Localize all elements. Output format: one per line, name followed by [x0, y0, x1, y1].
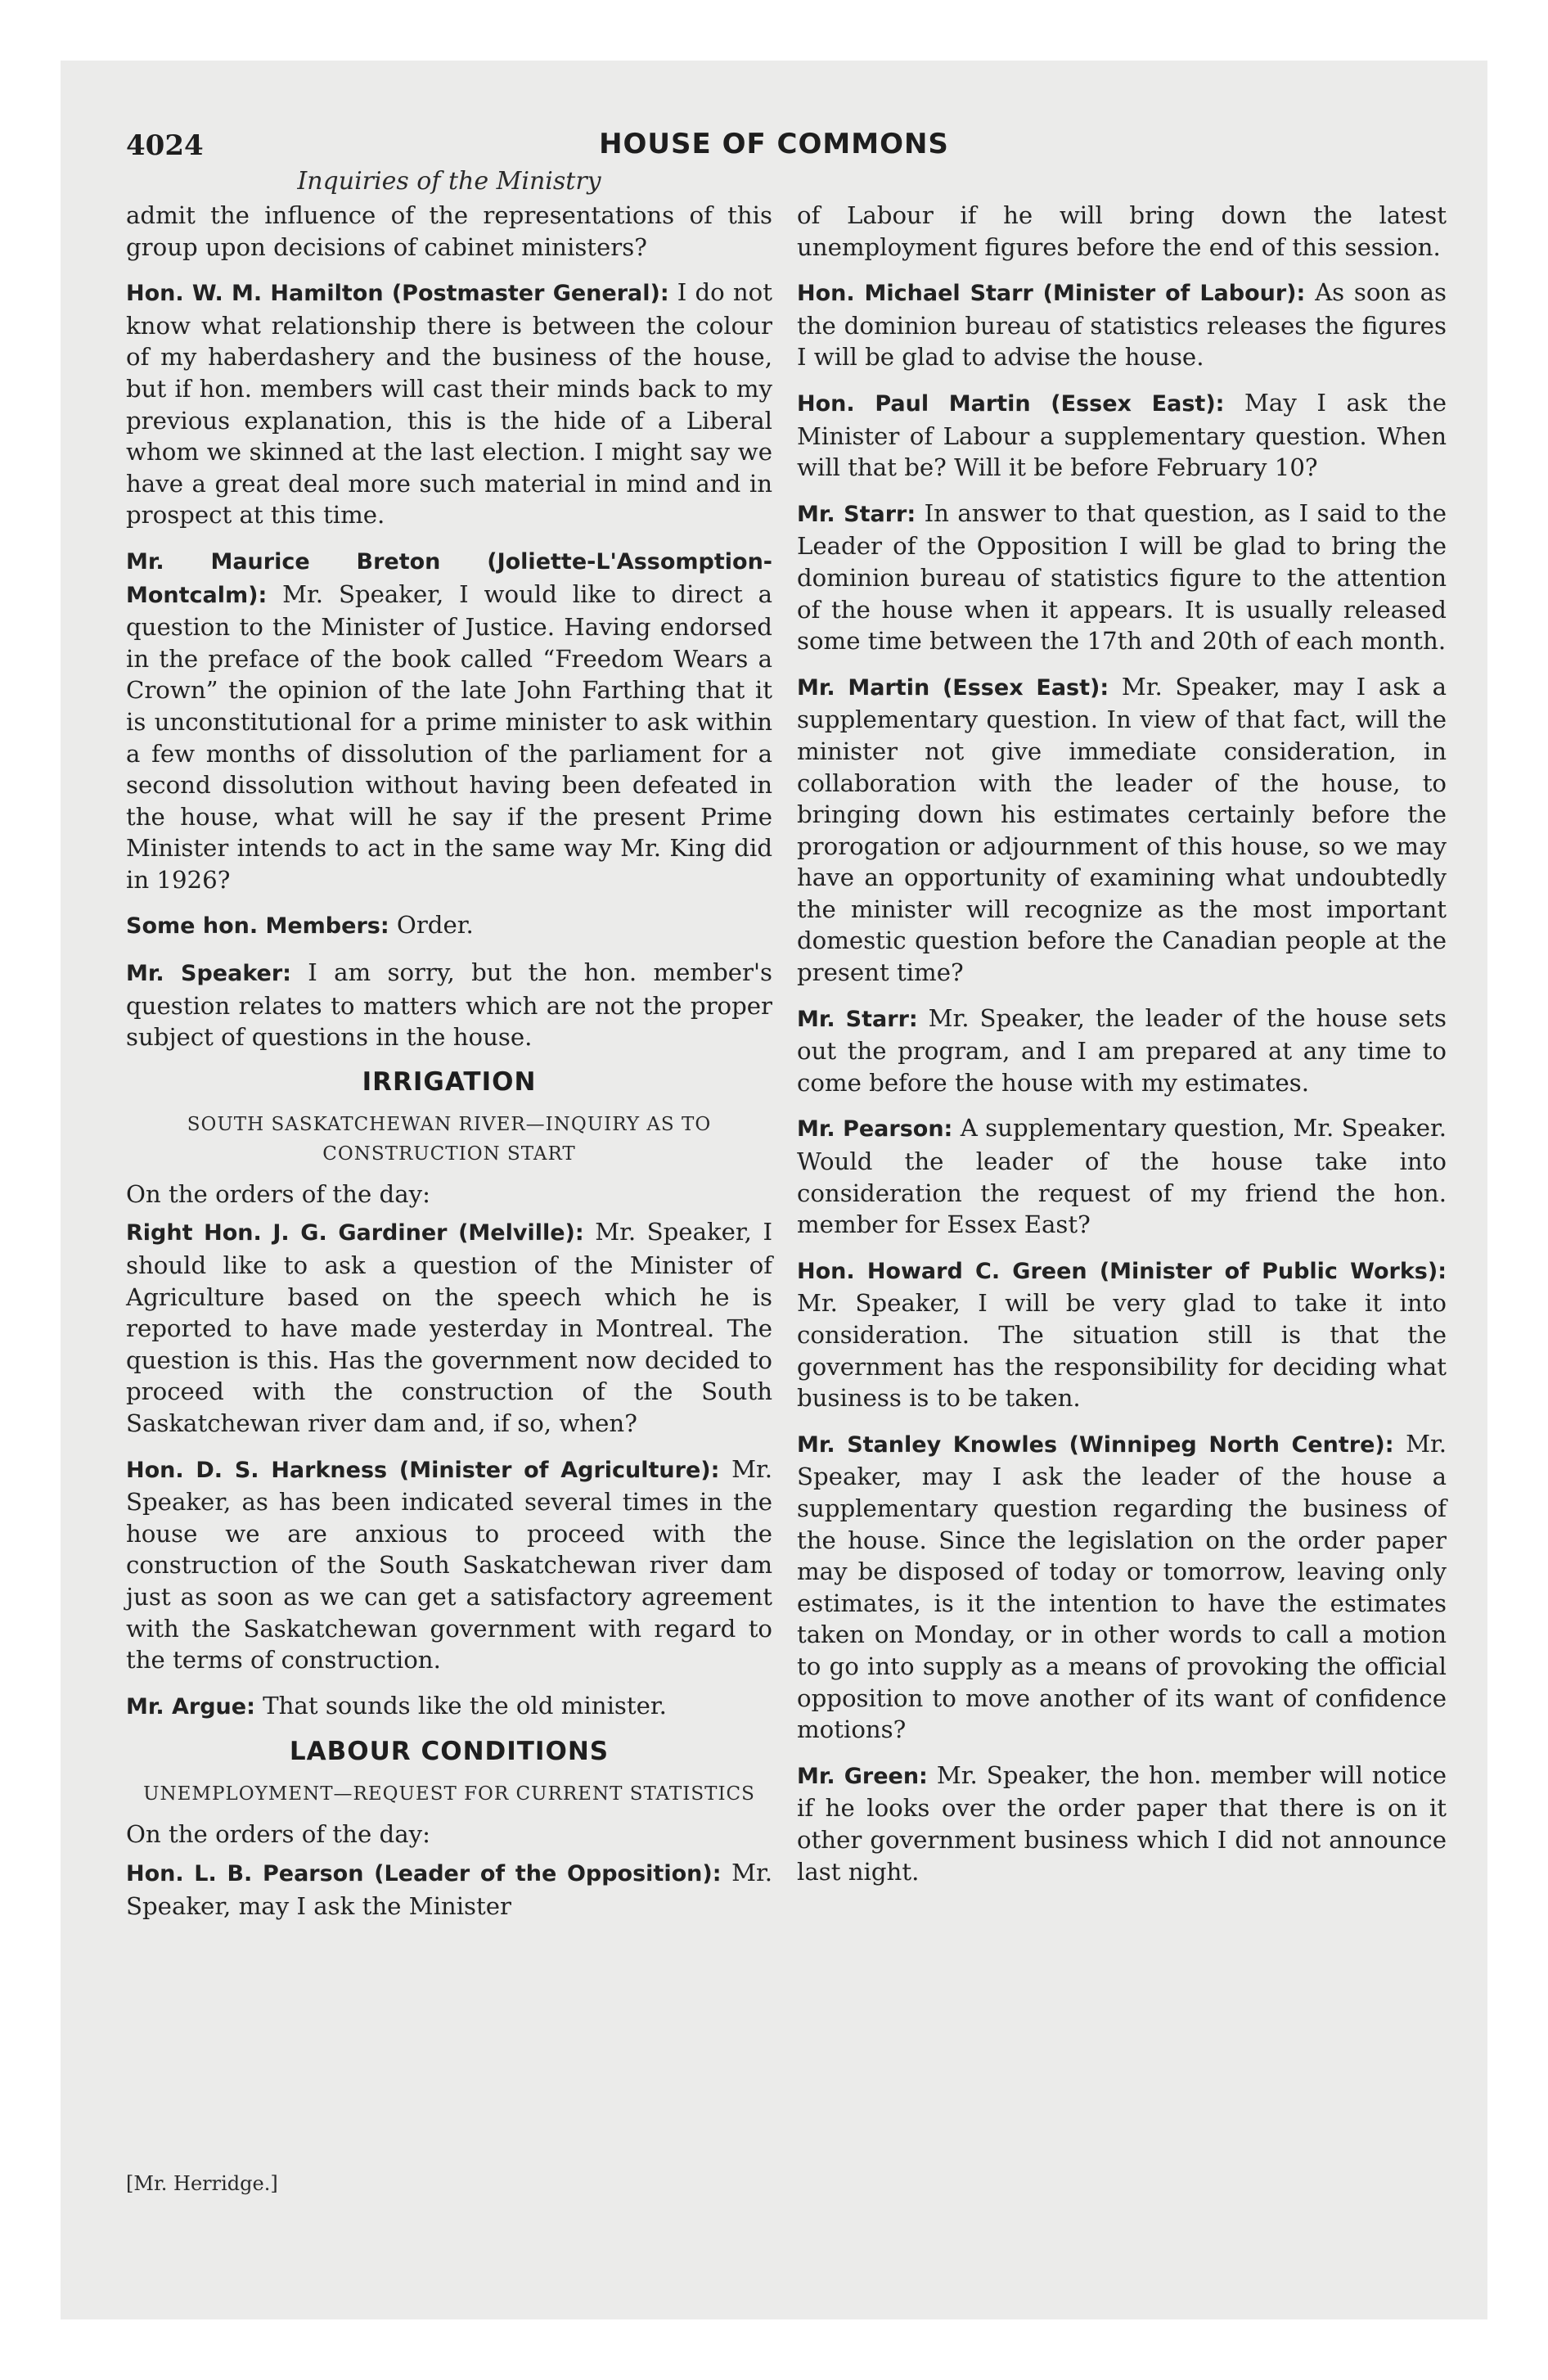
paragraph — [797, 387, 1447, 484]
speaker-name: Mr. Martin (Essex East): — [797, 674, 1109, 701]
paragraph — [126, 1454, 772, 1676]
right-column — [797, 200, 1447, 1901]
speech-text: In answer to that question, as I said to the Leader of the Opposition I will be glad to bring the dominion bureau of statistics figure to the attention of the house when it appears. It is usually released some time between the 17th and 20th of each month. — [797, 498, 1447, 656]
speaker-name: Mr. Speaker: — [126, 961, 291, 987]
section-heading: IRRIGATION — [362, 1066, 537, 1097]
speech-text: Mr. Speaker, may I ask the Minister — [126, 1858, 772, 1920]
paragraph: admit the influence of the representations of this group upon decisions of cabinet ministers? — [126, 201, 772, 261]
paragraph — [126, 545, 772, 896]
speaker-name: Mr. Maurice Breton (Joliette-L'Assomption-Montcalm): — [126, 548, 772, 608]
paragraph — [797, 1255, 1447, 1414]
speech-text: Mr. Speaker, I will be very glad to take it into consideration. The situation still is that the government has the responsibility for deciding what business is to be taken. — [797, 1289, 1447, 1413]
speech-text: Mr. Speaker, the hon. member will notice if he looks over the order paper that there is on it other government business which I did not announce last night. — [797, 1760, 1447, 1886]
section-subheading: SOUTH SASKATCHEWAN RIVER—INQUIRY AS TO CONSTRUCTION START — [187, 1113, 712, 1165]
speech-text: A supplementary question, Mr. Speaker. Would the leader of the house take into consideration the request of my friend the hon. member for Essex East? — [797, 1114, 1447, 1239]
speech-text: I am sorry, but the hon. member's question relates to matters which are not the proper subject of questions in the house. — [126, 958, 772, 1052]
speech-text: As soon as the dominion bureau of statistics releases the figures I will be glad to advise the house. — [797, 278, 1447, 372]
paragraph — [126, 957, 772, 1053]
speaker-name: Mr. Pearson: — [797, 1116, 953, 1143]
speech-text: Mr. Speaker, I would like to direct a question to the Minister of Justice. Having endorsed in the preface of the book called “Freedom Wears a Crown” the opinion of the late John Farthing that it is unconstitutional for a prime minister to ask within a few months of dissolution of the parliament for a second dissolution without having been defeated in the house, what will he say if the present Prime Minister intends to act in the same way Mr. King did in 1926? — [126, 579, 773, 894]
speaker-name: Hon. Howard C. Green (Minister of Public Works): — [797, 1258, 1447, 1284]
section-subheading: UNEMPLOYMENT—REQUEST FOR CURRENT STATISTICS — [143, 1783, 755, 1805]
speech-text: Order. — [396, 911, 474, 940]
speech-text: Mr. Speaker, as has been indicated several times in the house we are anxious to proceed with the construction of the South Saskatchewan river dam just as soon as we can get a satisfactory agreement with the Saskatchewan government with regard to the terms of construction. — [126, 1454, 772, 1675]
paragraph — [797, 1760, 1447, 1887]
paragraph — [797, 277, 1447, 373]
speech-text: Mr. Speaker, may I ask the leader of the house a supplementary question regarding the business of the house. Since the legislation on the order paper may be disposed of today or tomorrow, leaving only estimates, is it the intention to have the estimates taken on Monday, or in other words to call a motion to go into supply as a means of provoking the official opposition to move another of its want of confidence motions? — [797, 1429, 1447, 1744]
speaker-name: Some hon. Members: — [126, 913, 389, 940]
speaker-name: Mr. Argue: — [126, 1693, 255, 1720]
paragraph — [126, 1216, 772, 1439]
orders-of-the-day: On the orders of the day: — [126, 1179, 430, 1208]
running-head: HOUSE OF COMMONS — [599, 128, 949, 160]
paragraph — [797, 1003, 1447, 1099]
footer-note: [Mr. Herridge.] — [126, 2172, 278, 2195]
speech-text: That sounds like the old minister. — [263, 1691, 667, 1720]
paragraph — [797, 1428, 1447, 1746]
speech-text: Mr. Speaker, the leader of the house sets out the program, and I am prepared at any time to come before the house with my estimates. — [797, 1003, 1447, 1097]
speaker-name: Mr. Starr: — [797, 501, 916, 527]
paragraph — [126, 1857, 772, 1922]
paragraph — [797, 1112, 1447, 1240]
left-column — [126, 200, 772, 1936]
speaker-name: Hon. Michael Starr (Minister of Labour): — [797, 281, 1306, 307]
paragraph — [797, 498, 1447, 657]
speaker-name: Mr. Stanley Knowles (Winnipeg North Centre): — [797, 1431, 1394, 1458]
speaker-name: Hon. D. S. Harkness (Minister of Agriculture): — [126, 1457, 720, 1483]
section-title: Inquiries of the Ministry — [297, 167, 601, 196]
orders-of-the-day: On the orders of the day: — [126, 1820, 430, 1849]
speaker-name: Hon. L. B. Pearson (Leader of the Opposition): — [126, 1860, 722, 1886]
page-number: 4024 — [126, 129, 204, 162]
document-page — [61, 61, 1487, 2319]
paragraph — [126, 277, 772, 531]
speaker-name: Hon. Paul Martin (Essex East): — [797, 390, 1225, 417]
speech-text: I do not know what relationship there is between the colour of my haberdashery and the business of the house, but if hon. members will cast their minds back to my previous explanation, this is the hide of a Liberal whom we skinned at the last election. I might say we have a great deal more such material in mind and in prospect at this time. — [126, 278, 772, 530]
paragraph — [126, 909, 772, 943]
speech-text: May I ask the Minister of Labour a supplementary question. When will that be? Will it be before February 10? — [797, 388, 1447, 482]
speaker-name: Mr. Green: — [797, 1763, 928, 1789]
speaker-name: Right Hon. J. G. Gardiner (Melville): — [126, 1220, 584, 1246]
speaker-name: Mr. Starr: — [797, 1006, 918, 1032]
speaker-name: Hon. W. M. Hamilton (Postmaster General): — [126, 281, 669, 307]
paragraph — [797, 671, 1447, 989]
speech-text: Mr. Speaker, I should like to ask a question of the Minister of Agriculture based on the speech which he is reported to have made yesterday in Montreal. The question is this. Has the government now decided to proceed with the construction of the South Saskatchewan river dam and, if so, when? — [126, 1218, 772, 1437]
paragraph: of Labour if he will bring down the latest unemployment figures before the end of this session. — [797, 201, 1447, 261]
paragraph — [126, 1690, 772, 1724]
section-heading: LABOUR CONDITIONS — [289, 1737, 610, 1767]
speech-text: Mr. Speaker, may I ask a supplementary question. In view of that fact, will the minister not give immediate consideration, in collaboration with the leader of the house, to bringing down his estimates certainly before the prorogation or adjournment of this house, so we may have an opportunity of examining what undoubtedly the minister will recognize as the most important domestic question before the Canadian people at the present time? — [797, 672, 1447, 987]
